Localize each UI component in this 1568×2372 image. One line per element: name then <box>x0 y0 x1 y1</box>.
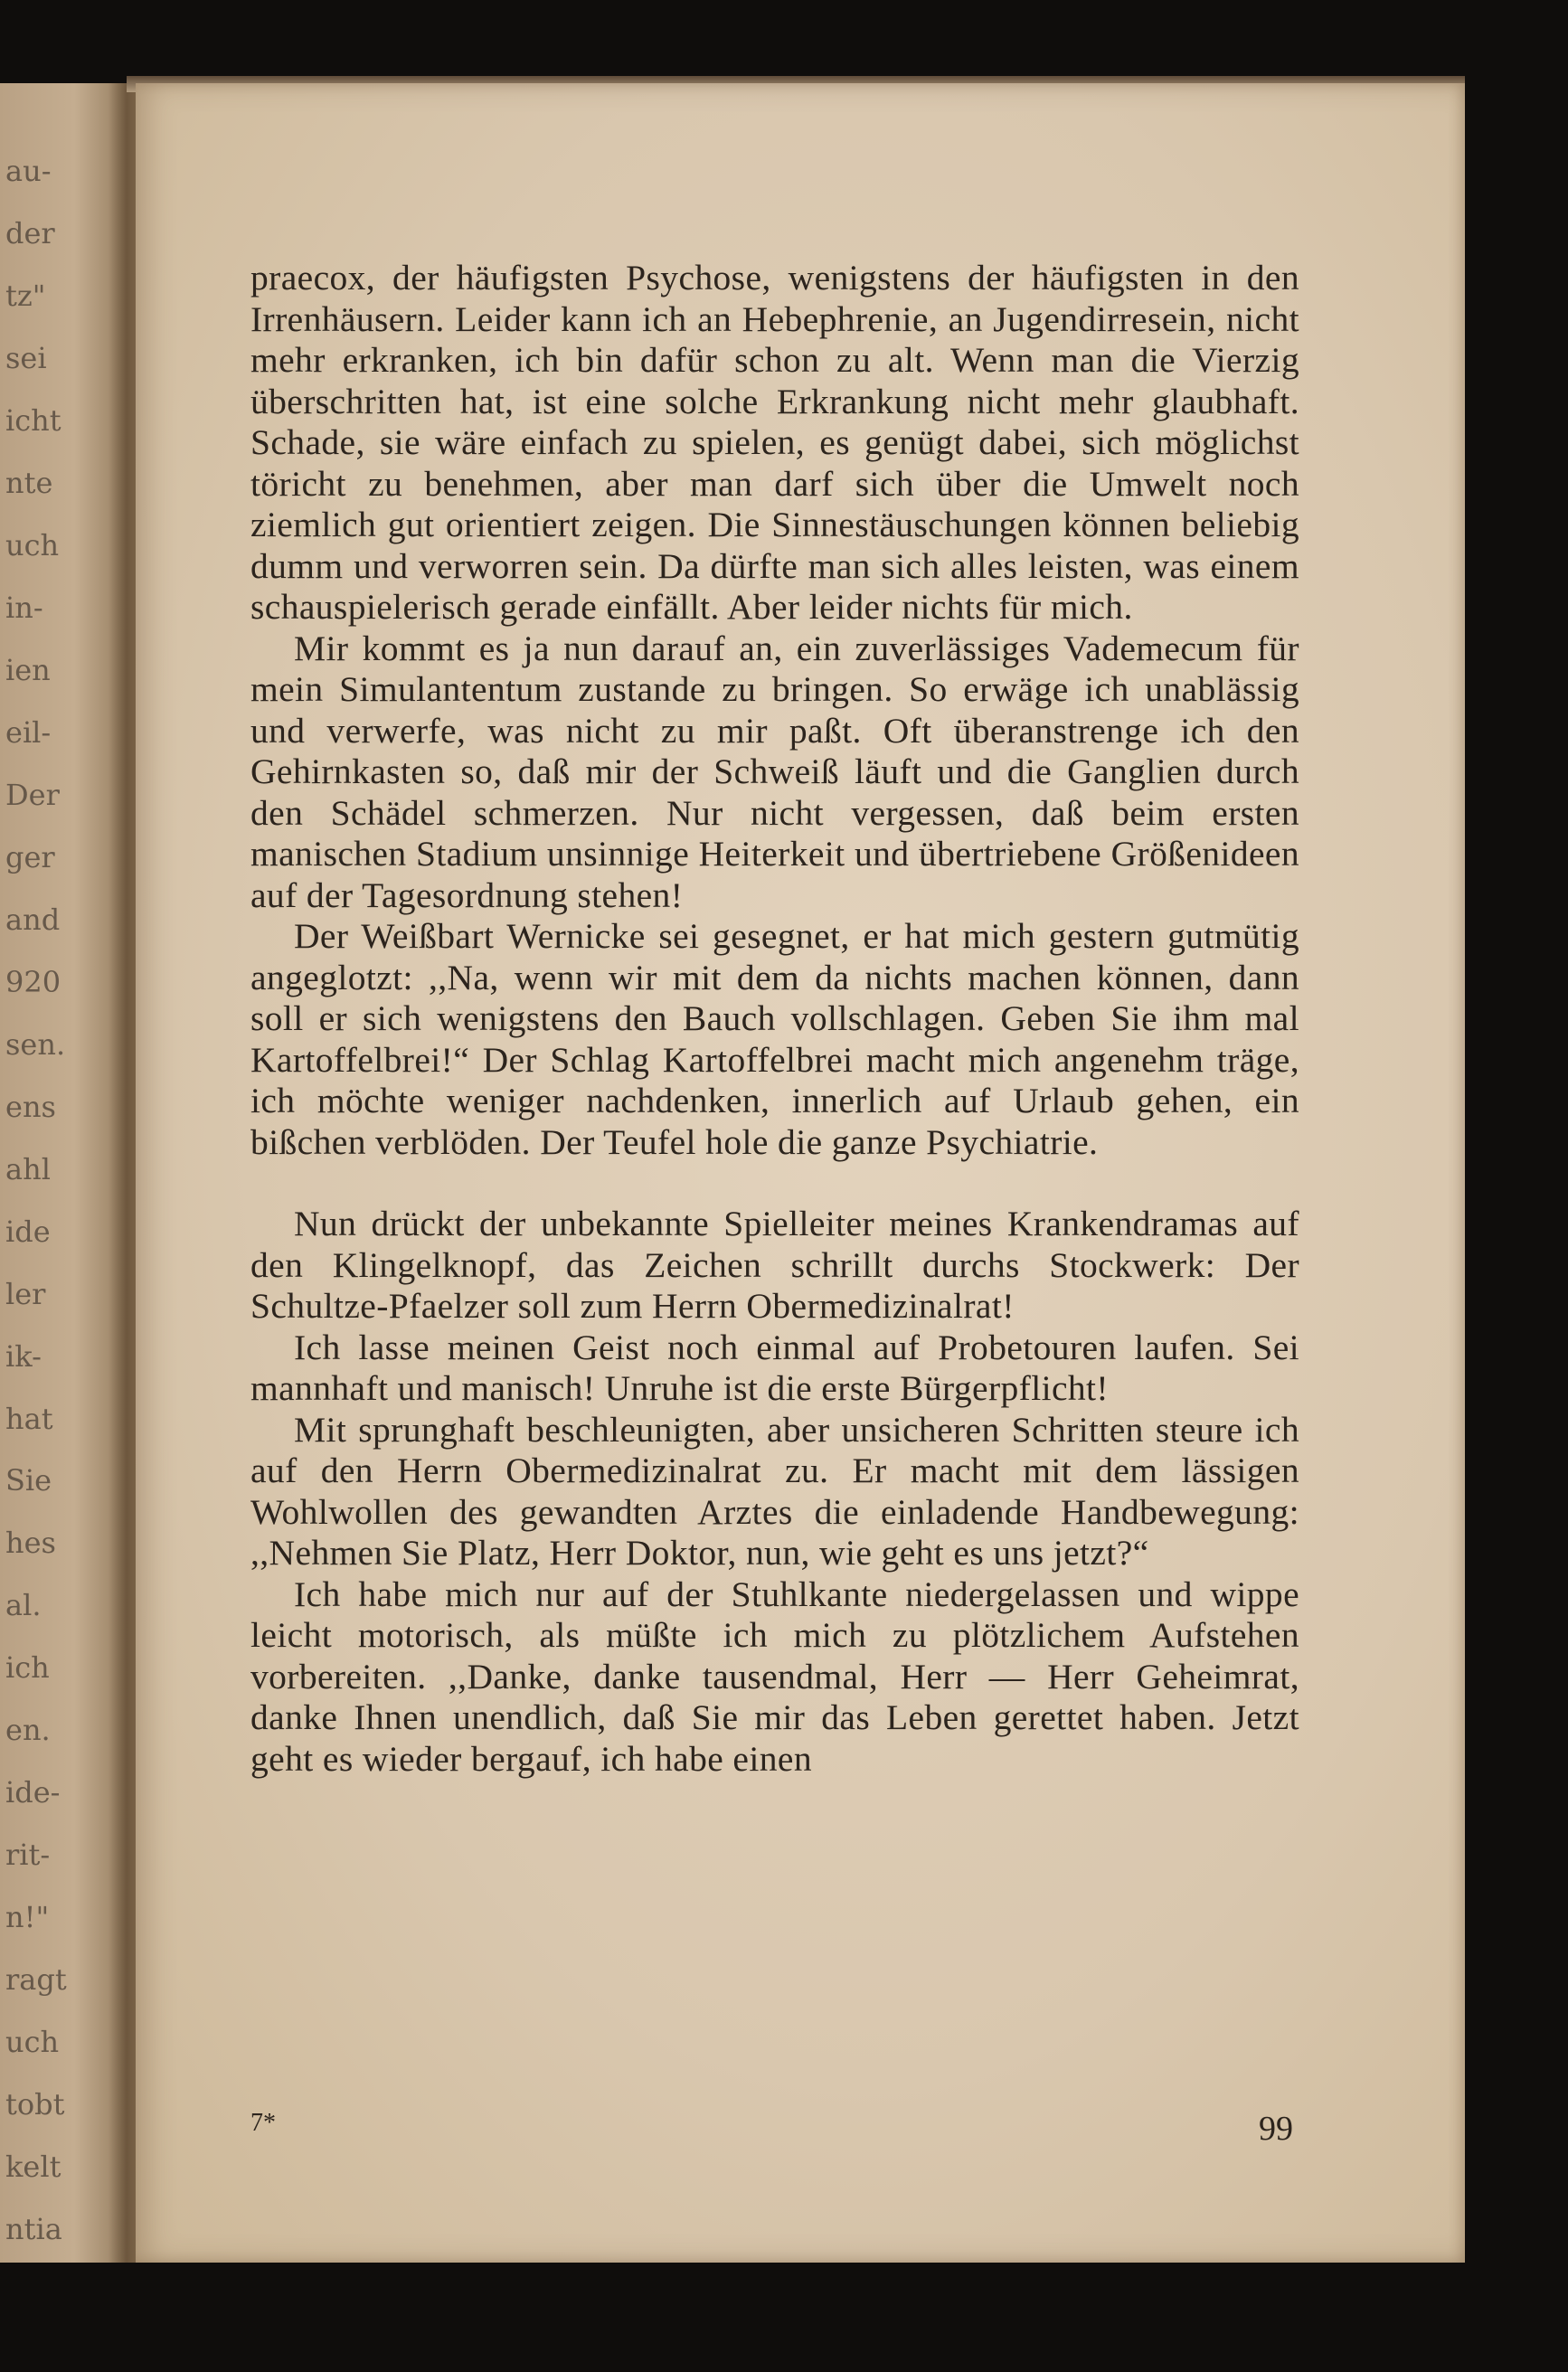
section-break <box>250 1163 1299 1204</box>
left-page-fragment: icht <box>5 402 61 438</box>
paragraph-4: Nun drückt der unbekannte Spielleiter meines Krankendramas auf den Klingelknopf, das Zeichen schrillt durchs Stockwerk: Der Schultze-Pfaelzer soll zum Herrn Obermedizinalrat! <box>250 1204 1299 1326</box>
left-page-fragment: 920 <box>5 964 61 999</box>
left-page-fragment: ger <box>5 839 55 874</box>
left-page-fragment: au- <box>5 154 52 188</box>
paragraph-1: praecox, der häufigsten Psychose, wenigstens der häufigsten in den Irrenhäusern. Leider kann ich an Hebephrenie, an Jugendirresein, nicht mehr erkranken, ich bin dafür schon zu alt. Wenn man die Vierzig überschritten hat, ist eine solche Erkrankung nicht mehr glaubhaft. Schade, sie wäre einfach zu spielen, es genügt dabei, sich möglichst töricht zu benehmen, aber man darf sich über die Umwelt noch ziemlich gut orientiert zeigen. Die Sinnestäuschungen können beliebig dumm und verworren sein. Da dürfte man sich alles leisten, was einem schauspielerisch gerade einfällt. Aber leider nichts für mich. <box>250 258 1299 627</box>
left-page-fragment: n!" <box>5 1900 50 1935</box>
left-page-fragment: al. <box>5 1588 42 1623</box>
left-page-fragment: Sie <box>5 1463 52 1498</box>
left-page-fragment: tobt <box>5 2087 65 2122</box>
left-page-fragment: rit- <box>5 1838 51 1873</box>
left-page-fragment: ler <box>5 1276 46 1311</box>
left-page-fragment: sen. <box>5 1026 66 1062</box>
left-page-fragment: eil- <box>5 714 52 750</box>
left-page-fragment: hes <box>5 1526 56 1561</box>
left-page-fragment: hat <box>5 1401 53 1436</box>
left-page-fragment: ntia <box>5 2212 62 2247</box>
left-page-fragment: ich <box>5 1650 50 1686</box>
printer-signature-mark: 7* <box>250 2109 276 2137</box>
left-page-fragment: der <box>5 215 55 250</box>
left-page-fragment: in- <box>5 590 43 625</box>
paragraph-2: Mir kommt es ja nun darauf an, ein zuverlässiges Vademecum für mein Simulantentum zustande zu bringen. So erwäge ich unablässig und verwerfe, was nicht zu mir paßt. Oft überanstrenge ich den Gehirnkasten so, daß mir der Schweiß läuft und die Ganglien durch den Schädel schmerzen. Nur nicht vergessen, daß beim ersten manischen Stadium unsinnige Heiterkeit und übertriebene Größenideen auf der Tagesordnung stehen! <box>250 628 1299 915</box>
page-text <box>250 258 1299 1780</box>
left-page-fragment: ens <box>5 1089 56 1124</box>
paragraph-6: Mit sprunghaft beschleunigten, aber unsicheren Schritten steure ich auf den Herrn Obermedizinalrat zu. Er macht mit dem lässigen Wohlwollen des gewandten Arztes die einladende Handbewegung: ,,Nehmen Sie Platz, Herr Doktor, nun, wie geht es uns jetzt?“ <box>250 1409 1299 1573</box>
left-page-fragment: en. <box>5 1713 51 1748</box>
left-page-fragment: ien <box>5 652 51 687</box>
left-page-fragment: ide- <box>5 1775 61 1810</box>
left-page-fragment: uch <box>5 2025 60 2060</box>
paragraph-3: Der Weißbart Wernicke sei gesegnet, er hat mich gestern gutmütig angeglotzt: ,,Na, wenn wir mit dem da nichts machen können, dann soll er sich wenigstens den Bauch vollschlagen. Geben Sie ihm mal Kartoffelbrei!“ Der Schlag Kartoffelbrei macht mich angenehm träge, ich möchte weniger nachdenken, innerlich auf Urlaub gehen, ein bißchen verblöden. Der Teufel hole die ganze Psychiatrie. <box>250 916 1299 1162</box>
page-number: 99 <box>1259 2110 1293 2148</box>
left-page-fragment: ide <box>5 1214 51 1249</box>
left-page-fragment: ragt <box>5 1962 67 1998</box>
left-page-fragment: and <box>5 902 61 937</box>
left-page-fragment: sei <box>5 340 47 375</box>
left-page-fragment: Der <box>5 777 60 812</box>
left-page-fragment: tz" <box>5 278 46 313</box>
paragraph-7: Ich habe mich nur auf der Stuhlkante niedergelassen und wippe leicht motorisch, als müßte ich mich zu plötzlichem Aufstehen vorbereiten. ,,Danke, danke tausendmal, Herr — Herr Geheimrat, danke Ihnen unendlich, daß Sie mir das Leben gerettet haben. Jetzt geht es wieder bergauf, ich habe einen <box>250 1573 1299 1779</box>
left-page-fragment: nte <box>5 465 53 500</box>
left-page-fragment: ik- <box>5 1338 42 1374</box>
book-page <box>136 83 1465 2263</box>
paragraph-5: Ich lasse meinen Geist noch einmal auf Probetouren laufen. Sei mannhaft und manisch! Unruhe ist die erste Bürgerpflicht! <box>250 1327 1299 1408</box>
left-page-fragment: uch <box>5 527 60 562</box>
left-page-fragment: ahl <box>5 1151 51 1186</box>
left-page-fragment: kelt <box>5 2150 61 2185</box>
